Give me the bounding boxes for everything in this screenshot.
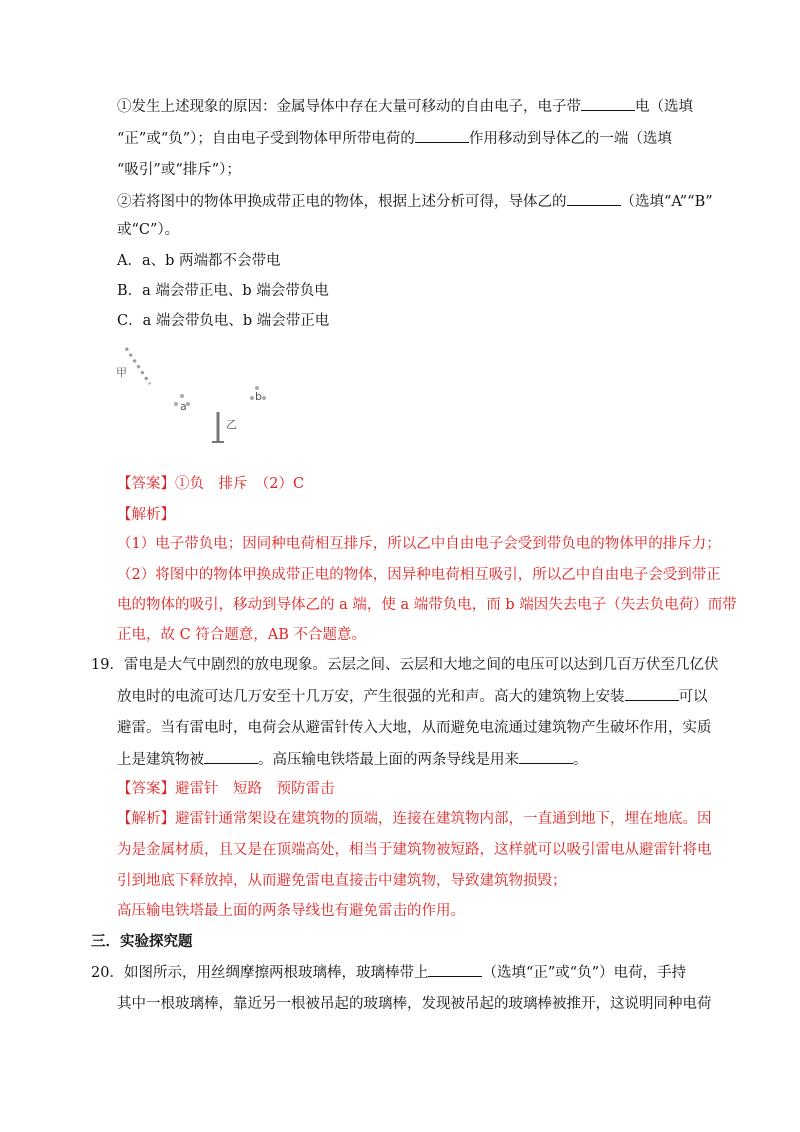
q18-answer [117, 474, 304, 494]
q19-text: 可以 [678, 689, 708, 705]
charge-dot [262, 396, 266, 400]
answer-tag: 【答案】 [117, 781, 175, 797]
conductor-figure [112, 340, 292, 450]
q19-analysis-line-2: 为是金属材质，且又是在顶端高处，相当于建筑物被短路，这样就可以吸引雷电从避雷针将电 [117, 842, 712, 858]
q18-line-3: “吸引”或“排斥”）； [117, 162, 241, 178]
q18-analysis-line-4: 正电，故 C 符合题意，AB 不合题意。 [117, 627, 367, 643]
q18-line-5: 或“C”）。 [117, 222, 180, 238]
q18-analysis-line-1: （1）电子带负电；因同种电荷相互排斥，所以乙中自由电子会受到带负电的物体甲的排斥力； [117, 536, 721, 552]
q19-text: 。高压输电铁塔最上面的两条导线是用来 [258, 752, 519, 768]
answer-blank [581, 96, 635, 111]
q18-line-1 [117, 96, 693, 117]
answer-blank [204, 749, 258, 764]
charge-dot [174, 402, 178, 406]
q20-text: 20．如图所示，用丝绸摩擦两根玻璃棒，玻璃棒带上 [91, 965, 429, 981]
label-jia: 甲 [116, 366, 127, 379]
label-a: a [180, 400, 187, 413]
answer-text: 避雷针 短路 预防雷击 [175, 781, 335, 797]
q18-analysis-line-3: 电的物体的吸引，移动到导体乙的 a 端，使 a 端带负电，而 b 端因失去电子（失去负电荷）而带 [117, 597, 737, 613]
q19-line-2 [117, 686, 708, 707]
object-jia-rod [126, 348, 150, 384]
q19-text: 。 [573, 752, 588, 768]
section-title: 三．实验探究题 [91, 933, 193, 950]
q19-analysis-line-3: 引到地底下释放掉，从而避免雷电直接击中建筑物，导致建筑物损毁； [117, 873, 567, 889]
q19-text: 上是建筑物被 [117, 752, 204, 768]
answer-text: ①负 排斥 （2）C [175, 476, 305, 492]
q18-line-4 [117, 191, 713, 212]
answer-tag: 【答案】 [117, 476, 175, 492]
q18-text: “正”或“负”）；自由电子受到物体甲所带电荷的 [117, 131, 415, 147]
q18-analysis-tag: 【解析】 [117, 507, 175, 523]
q19-line-1: 19．雷电是大气中剧烈的放电现象。云层之间、云层和大地之间的电压可以达到几百万伏至几亿伏 [91, 657, 719, 673]
charge-dot [250, 396, 254, 400]
q18-text: ②若将图中的物体甲换成带正电的物体，根据上述分析可得，导体乙的 [117, 194, 567, 210]
q18-text: ①发生上述现象的原因：金属导体中存在大量可移动的自由电子，电子带 [117, 99, 581, 115]
q19-line-4 [117, 749, 588, 770]
answer-blank [625, 686, 679, 701]
analysis-tag: 【解析】 [117, 811, 175, 827]
answer-blank [519, 749, 573, 764]
q18-line-2 [117, 128, 672, 149]
q19-analysis-line-1 [117, 809, 712, 829]
q19-analysis-line-4: 高压输电铁塔最上面的两条导线也有避免雷击的作用。 [117, 903, 465, 919]
option-b: B．a 端会带正电、b 端会带负电 [117, 283, 329, 299]
q20-line-1 [91, 962, 686, 983]
answer-blank [428, 962, 482, 977]
q18-text: 电（选填 [635, 99, 693, 115]
option-a: A．a、b 两端都不会带电 [117, 253, 281, 269]
analysis-text: 避雷针通常架设在建筑物的顶端，连接在建筑物内部，一直通到地下，埋在地底。因 [175, 811, 712, 827]
q18-text: 作用移动到导体乙的一端（选填 [468, 131, 672, 147]
answer-blank [415, 128, 469, 143]
q19-answer [117, 779, 335, 799]
option-c: C．a 端会带负电、b 端会带正电 [117, 313, 330, 329]
q19-text: 放电时的电流可达几万安至十几万安，产生很强的光和声。高大的建筑物上安装 [117, 689, 625, 705]
q18-text: （选填“A”“B” [620, 194, 713, 210]
q20-line-2: 其中一根玻璃棒，靠近另一根被吊起的玻璃棒，发现被吊起的玻璃棒被推开，这说明同种电荷 [117, 996, 712, 1012]
q18-analysis-line-2: （2）将图中的物体甲换成带正电的物体，因异种电荷相互吸引，所以乙中自由电子会受到带正 [117, 567, 721, 583]
label-b: b [255, 390, 262, 403]
label-yi: 乙 [226, 418, 237, 431]
answer-blank [567, 191, 621, 206]
q19-line-3: 避雷。当有雷电时，电荷会从避雷针传入大地，从而避免电流通过建筑物产生破坏作用，实质 [117, 720, 712, 736]
q20-text: （选填“正”或“负”）电荷，手持 [482, 965, 687, 981]
charge-dot [180, 394, 184, 398]
